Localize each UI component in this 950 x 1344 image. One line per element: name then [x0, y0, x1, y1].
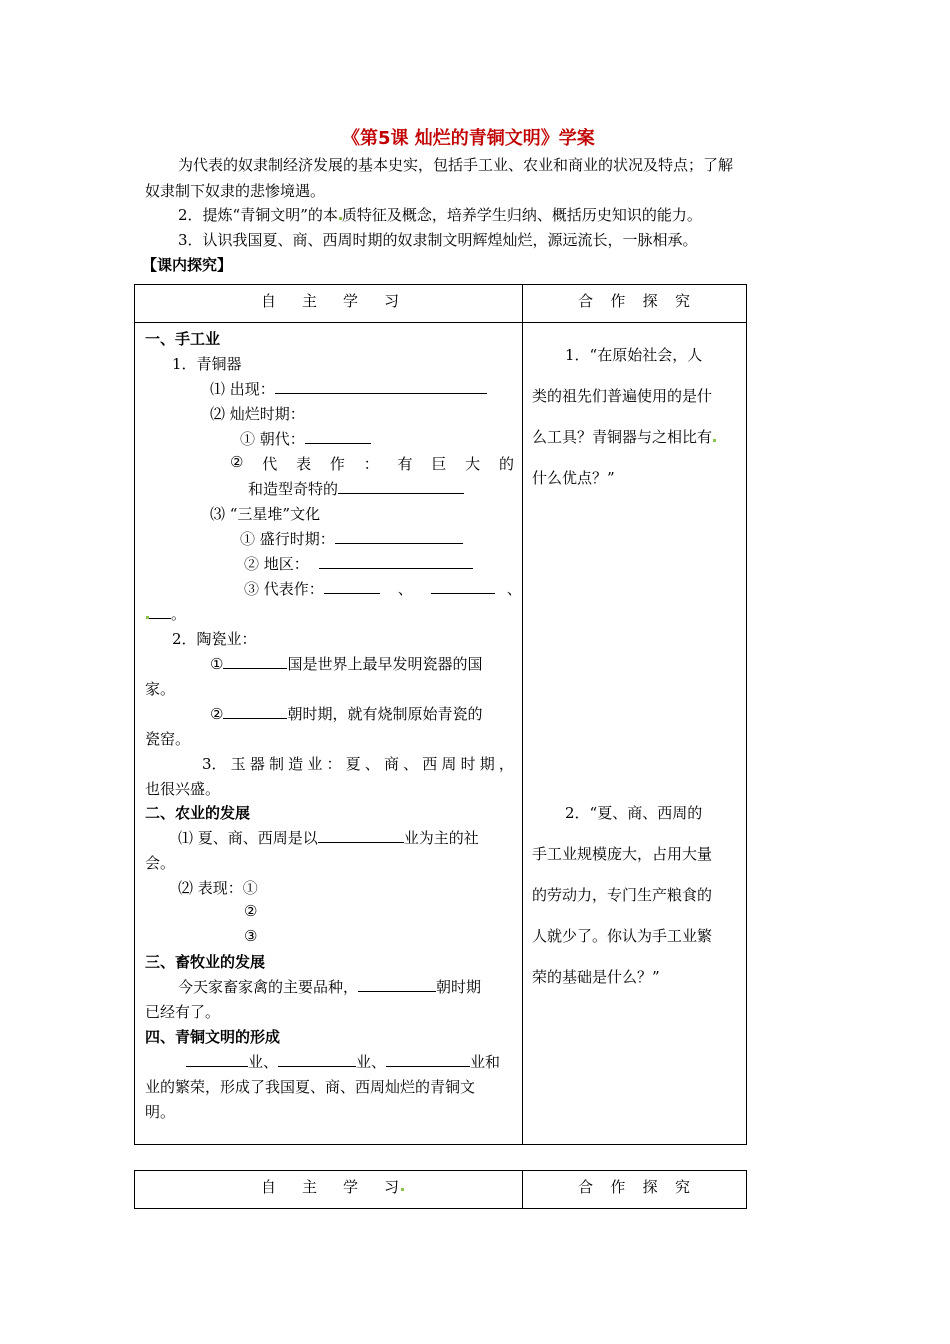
item-rep-artifacts-end: 。: [145, 603, 186, 624]
header-cooperative-inquiry: 合 作 探 究: [578, 292, 690, 310]
answer-blank: [278, 1051, 356, 1067]
question-2-line-2: 手工业规模庞大，占用大量: [532, 845, 713, 863]
column-divider: [522, 284, 523, 1145]
section-label: 【课内探究】: [142, 256, 233, 274]
answer-blank: [223, 653, 287, 669]
answer-blank: [431, 578, 495, 594]
item-formation-line3: 明。: [145, 1103, 176, 1121]
intro-item-2: 2．提炼“青铜文明”的本 质特征及概念，培养学生归纳、概括历史知识的能力。: [178, 206, 702, 224]
item-representative-works-line2: 和造型奇特的: [248, 478, 464, 499]
item-bronze: 1．青铜器: [172, 355, 242, 373]
item-sanxingdui: ⑶ “三星堆”文化: [210, 505, 321, 523]
item-livestock: 今天家畜家禽的主要品种， 朝时期: [178, 978, 482, 996]
question-1-line-2: 类的祖先们普遍使用的是什: [532, 387, 713, 405]
item-rep-artifacts: ③ 代表作： 、 、: [244, 580, 522, 598]
item-ceramics: 2．陶瓷业：: [172, 630, 257, 648]
question-2-line-3: 的劳动力，专门生产粮食的: [532, 886, 713, 904]
item-appearance: ⑴ 出现：: [210, 378, 487, 399]
item-manifestation-1: ⑵ 表现：①: [178, 879, 258, 897]
page-title: 《第5课 灿烂的青铜文明》学案: [342, 128, 595, 149]
item-celadon-kiln-line2: 瓷窑。: [145, 730, 191, 748]
item-manifestation-3: ③: [244, 927, 258, 945]
marker-dot: [401, 1188, 404, 1191]
answer-blank: [305, 428, 371, 444]
item-celadon-kiln: ② 朝时期，就有烧制原始青瓷的: [210, 705, 483, 723]
question-1-line-4: 什么优点？”: [532, 469, 615, 487]
item-agri-society-line2: 会。: [145, 854, 176, 872]
answer-blank: [335, 528, 463, 544]
item-region: ② 地区：: [244, 553, 473, 574]
header-divider: [134, 322, 747, 323]
answer-blank: [318, 827, 404, 843]
answer-blank: [338, 478, 464, 494]
answer-blank: [186, 1051, 248, 1067]
header-cooperative-inquiry-2: 合 作 探 究: [578, 1178, 690, 1196]
question-2-line-4: 人就少了。你认为手工业繁: [532, 927, 713, 945]
item-jade-line2: 也很兴盛。: [145, 780, 221, 798]
item-dynasty: ① 朝代：: [240, 428, 371, 449]
item-peak-period: ① 盛行时期：: [240, 528, 463, 549]
answer-blank: [275, 378, 487, 394]
answer-blank: [149, 603, 171, 619]
header-self-study: 自 主 学 习: [261, 292, 399, 310]
section-bronze-civilization: 四、青铜文明的形成: [145, 1028, 281, 1046]
item-porcelain-country: ① 国是世界上最早发明瓷器的国: [210, 655, 483, 673]
intro-item-3: 3．认识我国夏、商、西周时期的奴隶制文明辉煌灿烂，源远流长，一脉相承。: [178, 231, 698, 249]
item-representative-works: ② 代 表 作 ： 有 巨 大 的: [230, 453, 514, 473]
answer-blank: [223, 703, 287, 719]
column-divider-2: [522, 1170, 523, 1209]
header-self-study-2: 自 主 学 习: [261, 1178, 399, 1196]
section-livestock: 三、畜牧业的发展: [145, 953, 266, 971]
item-formation-line2: 业的繁荣，形成了我国夏、商、西周灿烂的青铜文: [145, 1078, 476, 1096]
item-manifestation-2: ②: [244, 902, 258, 920]
question-1-line-3: 么工具？青铜器与之相比有: [532, 426, 716, 447]
item-agri-society: ⑴ 夏、商、西周是以 业为主的社: [178, 829, 479, 847]
intro-line-1: 为代表的奴隶制经济发展的基本史实，包括手工业、农业和商业的状况及特点；了解: [178, 156, 734, 174]
item-porcelain-country-line2: 家。: [145, 680, 176, 698]
answer-blank: [319, 553, 473, 569]
answer-blank: [358, 976, 436, 992]
question-2-line-1: 2．“夏、商、西周的: [565, 804, 703, 822]
section-agriculture: 二、农业的发展: [145, 804, 251, 822]
item-jade: 3． 玉 器 制 造 业 ： 夏 、 商 、 西 周 时 期 ，: [202, 755, 514, 773]
item-formation: 业、 业、 业和: [186, 1051, 500, 1072]
item-brilliant-period: ⑵ 灿烂时期：: [210, 405, 305, 423]
item-livestock-line2: 已经有了。: [145, 1003, 221, 1021]
section-handicraft: 一、手工业: [145, 330, 221, 348]
question-1-line-1: 1．“在原始社会，人: [565, 346, 703, 364]
answer-blank: [386, 1051, 470, 1067]
answer-blank: [324, 578, 380, 594]
intro-line-2: 奴隶制下奴隶的悲惨境遇。: [145, 182, 326, 200]
question-2-line-5: 荣的基础是什么？”: [532, 968, 660, 986]
marker-dot: [713, 439, 716, 442]
